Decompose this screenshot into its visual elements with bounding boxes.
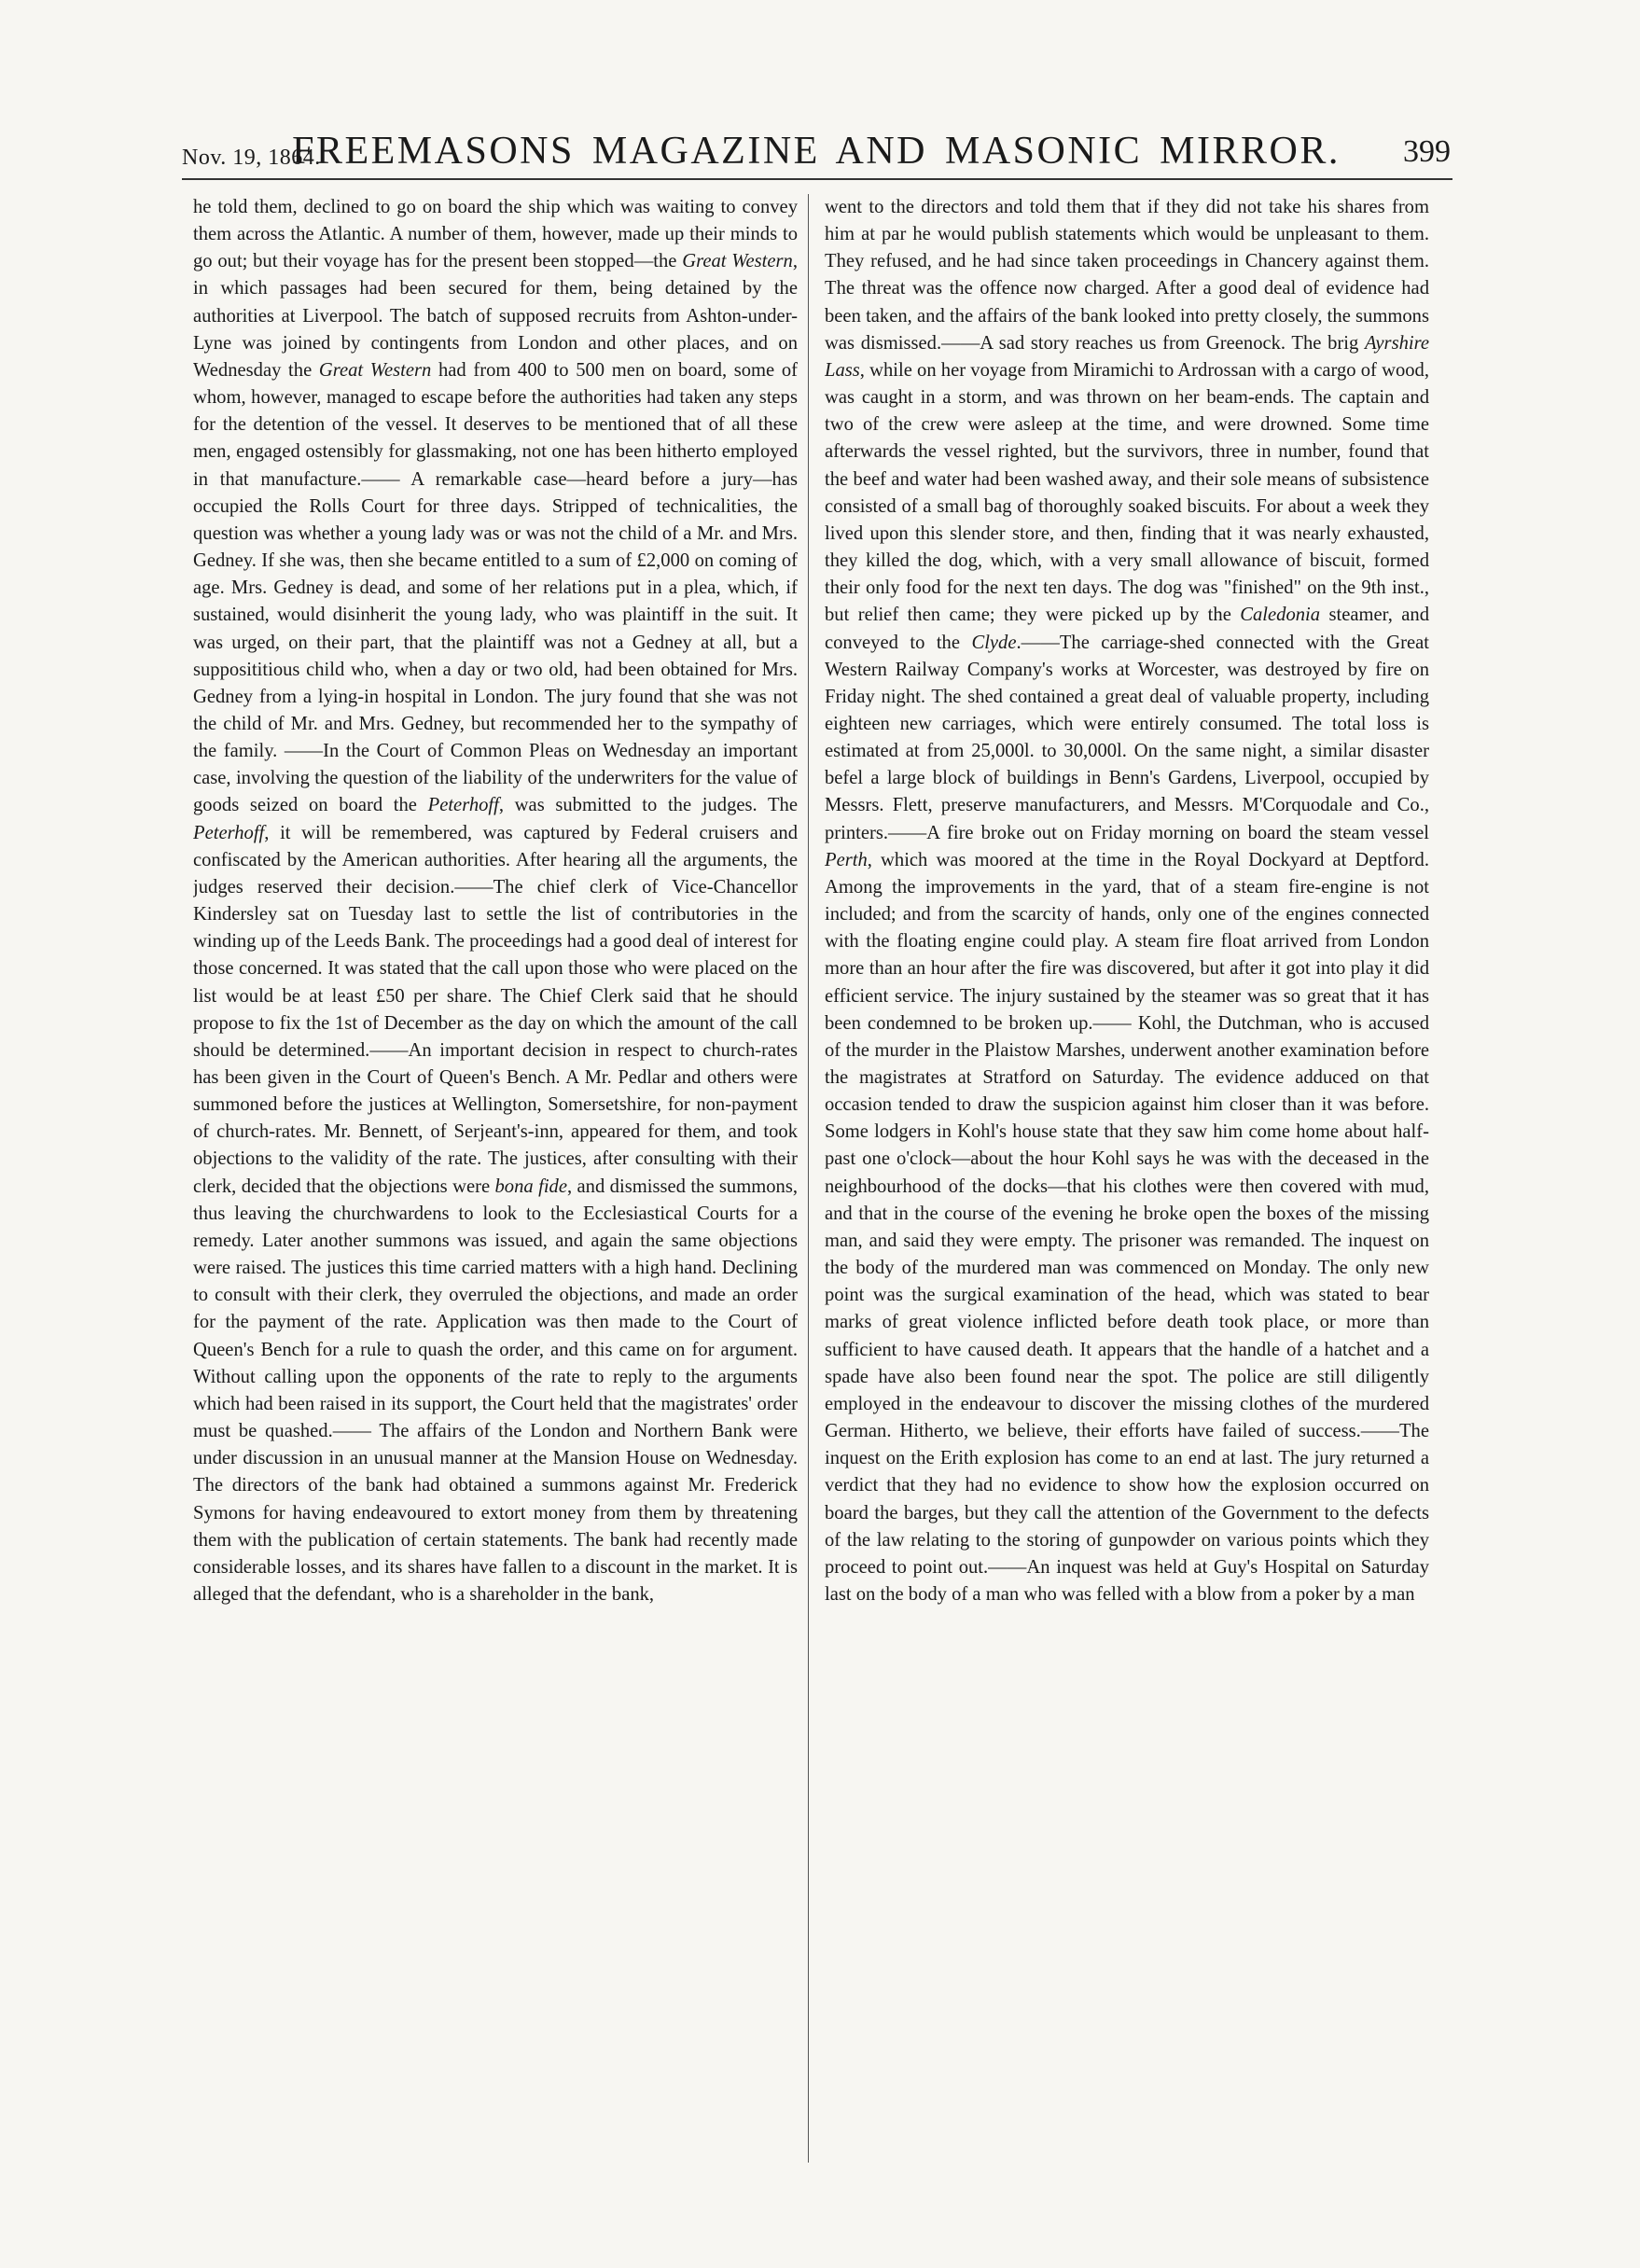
column-divider bbox=[808, 194, 809, 2163]
text-run: , while on her voyage from Miramichi to Ardrossan with a cargo of wood, was caught in a storm, and was thrown on her beam-ends. The captain and two of the crew were asleep at the time, and were drowned. Some time afterwards the vessel righted, but the survivors, three in number, found that the beef and water had been washed away, and their sole means of subsistence consisted of a small bag of thoroughly soaked biscuits. For about a week they lived upon this slender store, and then, finding that it was nearly exhausted, they killed the dog, which, with a very small allowance of biscuit, formed their only food for the next ten days. The dog was "finished" on the 9th inst., but relief then came; they were picked up by the bbox=[825, 359, 1429, 626]
page-header bbox=[182, 129, 1451, 175]
italic-text: bona fide bbox=[494, 1176, 567, 1197]
header-rule bbox=[182, 178, 1452, 180]
text-run: , in which passages had been secured for them, being detained by the authorities at Liverpool. The batch of supposed recruits from Ashton-under-Lyne was joined by contingents from London and other places, and on Wednesday the bbox=[193, 251, 798, 381]
text-run: , and dismissed the summons, thus leaving the churchwardens to look to the Ecclesiastical Courts for a remedy. Later another summons was issued, and again the same objections were raised. The justices this time carried matters with a high hand. Declining to consult with their clerk, they overruled the objections, and made an order for the payment of the rate. Application was then made to the Court of Queen's Bench for a rule to quash the order, and this came on for argument. Without calling upon the opponents of the rate to reply to the arguments which had been raised in its support, the Court held that the magistrates' order must be quashed.—— The affairs of the London and Northern Bank were under discussion in an unusual manner at the Mansion House on Wednesday. The directors of the bank had obtained a summons against Mr. Frederick Symons for having endeavoured to extort money from them by threatening them with the publication of certain statements. The bank had recently made considerable losses, and its shares have fallen to a discount in the market. It is alleged that the defendant, who is a shareholder in the bank, bbox=[193, 1176, 798, 1605]
text-run: had from 400 to 500 men on board, some of whom, however, managed to escape before the authorities had taken any steps for the detention of the vessel. It deserves to be mentioned that of all these men, engaged ostensibly for glassmaking, not one has been hitherto employed in that manufacture.—— A remarkable case—heard before a jury—has occupied the Rolls Court for three days. Stripped of technicalities, the question was whether a young lady was or was not the child of a Mr. and Mrs. Gedney. If she was, then she became entitled to a sum of £2,000 on coming of age. Mrs. Gedney is dead, and some of her relations put in a plea, which, if sustained, would disinherit the young lady, who was plaintiff in the suit. It was urged, on their part, that the plaintiff was not a Gedney at all, but a supposititious child who, when a day or two old, had been obtained for Mrs. Gedney from a lying-in hospital in London. The jury found that she was not the child of Mr. and Mrs. Gedney, but recommended her to the sympathy of the family. ——In the Court of Common Pleas on Wednesday an important case, involving the question of the liability of the underwriters for the value of goods seized on board the bbox=[193, 359, 798, 816]
italic-text: Peterhoff bbox=[193, 822, 265, 843]
right-column-text bbox=[825, 194, 1429, 1608]
italic-text: Peterhoff bbox=[427, 795, 499, 816]
issue-date: Nov. 19, 1864. bbox=[182, 146, 321, 170]
text-run: , which was moored at the time in the Royal Dockyard at Deptford. Among the improvements in the yard, that of a steam fire-engine is not included; and from the scarcity of hands, only one of the engines connected with the floating engine could play. A steam fire float arrived from London more than an hour after the fire was discovered, but after it got into play it did efficient service. The injury sustained by the steamer was so great that it has been condemned to be broken up.—— Kohl, the Dutchman, who is accused of the murder in the Plaistow Marshes, underwent another examination before the magistrates at Stratford on Saturday. The evidence adduced on that occasion tended to draw the suspicion against him closer than it was before. Some lodgers in Kohl's house state that they saw him come home about half-past one o'clock—about the hour Kohl says he was with the deceased in the neighbourhood of the docks—that his clothes were then covered with mud, and that in the course of the evening he broke open the boxes of the missing man, and said they were empty. The prisoner was remanded. The inquest on the body of the murdered man was commenced on Monday. The only new point was the surgical examination of the head, which was stated to bear marks of great violence inflicted before death took place, or more than sufficient to have caused death. It appears that the handle of a hatchet and a spade have also been found near the spot. The police are still diligently employed in the endeavour to discover the missing clothes of the murdered German. Hitherto, we believe, their efforts have failed of success.——The inquest on the Erith explosion has come to an end at last. The jury returned a verdict that they had no evidence to show how the explosion occurred on board the barges, but they call the attention of the Government to the defects of the law relating to the storing of gunpowder on various points which they proceed to point out.——An inquest was held at Guy's Hospital on Saturday last on the body of a man who was felled with a blow from a poker by a man bbox=[825, 849, 1429, 1605]
italic-text: Perth bbox=[825, 849, 868, 870]
italic-text: Caledonia bbox=[1240, 605, 1321, 626]
italic-text: Great Western bbox=[318, 359, 432, 381]
text-run: .——The carriage-shed connected with the Great Western Railway Company's works at Worcester, was destroyed by fire on Friday night. The shed contained a great deal of valuable property, including eighteen new carriages, which were entirely consumed. The total loss is estimated at from 25,000l. to 30,000l. On the same night, a similar disaster befel a large block of buildings in Benn's Gardens, Liverpool, occupied by Messrs. Flett, preserve manufacturers, and Messrs. M'Corquodale and Co., printers.——A fire broke out on Friday morning on board the steam vessel bbox=[825, 632, 1429, 843]
text-run: , was submitted to the judges. The bbox=[498, 795, 798, 816]
text-run: steamer, and conveyed to the bbox=[825, 605, 1429, 653]
right-column bbox=[825, 194, 1429, 2163]
page-number: 399 bbox=[1403, 134, 1451, 169]
left-column-text bbox=[193, 194, 798, 1608]
italic-text: Great Western bbox=[682, 251, 793, 272]
text-run: , it will be remembered, was captured by Federal cruisers and confiscated by the American authorities. After hearing all the arguments, the judges reserved their decision.——The chief clerk of Vice-Chancellor Kindersley sat on Tuesday last to settle the list of contributories in the winding up of the Leeds Bank. The proceedings had a good deal of interest for those concerned. It was stated that the call upon those who were placed on the list would be at least £50 per share. The Chief Clerk said that he should propose to fix the 1st of December as the day on which the amount of the call should be determined.——An important decision in respect to church-rates has been given in the Court of Queen's Bench. A Mr. Pedlar and others were summoned before the justices at Wellington, Somersetshire, for non-payment of church-rates. Mr. Bennett, of Serjeant's-inn, appeared for them, and took objections to the validity of the rate. The justices, after consulting with their clerk, decided that the objections were bbox=[193, 822, 798, 1197]
publication-title: FREEMASONS MAGAZINE AND MASONIC MIRROR. bbox=[292, 130, 1341, 173]
text-run: he told them, declined to go on board the ship which was waiting to convey them across the Atlantic. A number of them, however, made up their minds to go out; but their voyage has for the present been stopped—the bbox=[193, 197, 798, 272]
italic-text: Clyde bbox=[971, 632, 1017, 653]
left-column bbox=[193, 194, 798, 2163]
text-run: went to the directors and told them that if they did not take his shares from him at par he would publish statements which would be unpleasant to them. They refused, and he had since taken proceedings in Chancery against them. The threat was the offence now charged. After a good deal of evidence had been taken, and the affairs of the bank looked into pretty closely, the summons was dismissed.——A sad story reaches us from Greenock. The brig bbox=[825, 197, 1429, 354]
italic-text: Ayrshire Lass bbox=[825, 332, 1429, 381]
